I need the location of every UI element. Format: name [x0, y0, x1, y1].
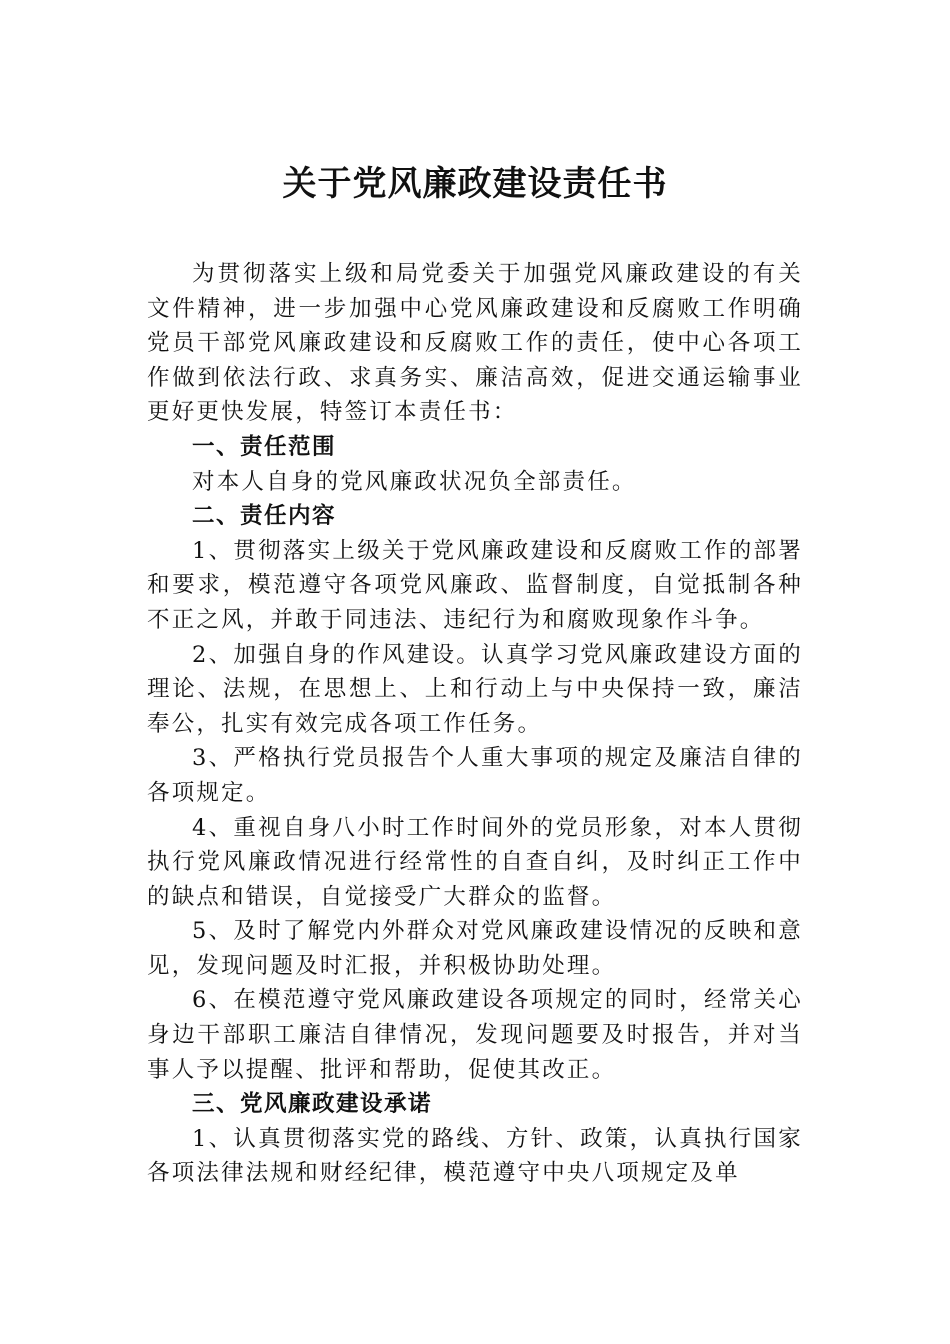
paragraph-content-4: 4、重视自身八小时工作时间外的党员形象，对本人贯彻执行党风廉政情况进行经常性的自查自纠，及时纠正工作中的缺点和错误，自觉接受广大群众的监督。: [147, 814, 803, 910]
paragraph-content-6: 6、在模范遵守党风廉政建设各项规定的同时，经常关心身边干部职工廉洁自律情况，发现问题要及时报告，并对当事人予以提醒、批评和帮助，促使其改正。: [147, 987, 803, 1083]
section-heading-commitment: 三、党风廉政建设承诺: [192, 1091, 433, 1118]
section-heading-content: 二、责任内容: [192, 503, 337, 530]
paragraph-content-1: 1、贯彻落实上级关于党风廉政建设和反腐败工作的部署和要求，模范遵守各项党风廉政、监督制度，自觉抵制各种不正之风，并敢于同违法、违纪行为和腐败现象作斗争。: [147, 537, 803, 633]
paragraph-content-2: 2、加强自身的作风建设。认真学习党风廉政建设方面的理论、法规，在思想上、上和行动上与中央保持一致，廉洁奉公，扎实有效完成各项工作任务。: [147, 641, 803, 737]
paragraph-scope: 对本人自身的党风廉政状况负全部责任。: [192, 468, 637, 495]
document-title: 关于党风廉政建设责任书: [282, 164, 668, 204]
paragraph-commitment-1: 1、认真贯彻落实党的路线、方针、政策，认真执行国家各项法律法规和财经纪律，模范遵守中央八项规定及单: [147, 1125, 803, 1187]
paragraph-content-3: 3、严格执行党员报告个人重大事项的规定及廉洁自律的各项规定。: [147, 745, 803, 806]
paragraph-content-5: 5、及时了解党内外群众对党风廉政建设情况的反映和意见，发现问题及时汇报，并积极协助处理。: [147, 918, 803, 979]
paragraph-intro: 为贯彻落实上级和局党委关于加强党风廉政建设的有关文件精神，进一步加强中心党风廉政建设和反腐败工作明确党员干部党风廉政建设和反腐败工作的责任，使中心各项工作做到依法行政、求真务实、廉洁高效，促进交通运输事业更好更快发展，特签订本责任书：: [147, 261, 803, 426]
section-heading-scope: 一、责任范围: [192, 433, 337, 460]
document-body: [147, 257, 803, 1191]
